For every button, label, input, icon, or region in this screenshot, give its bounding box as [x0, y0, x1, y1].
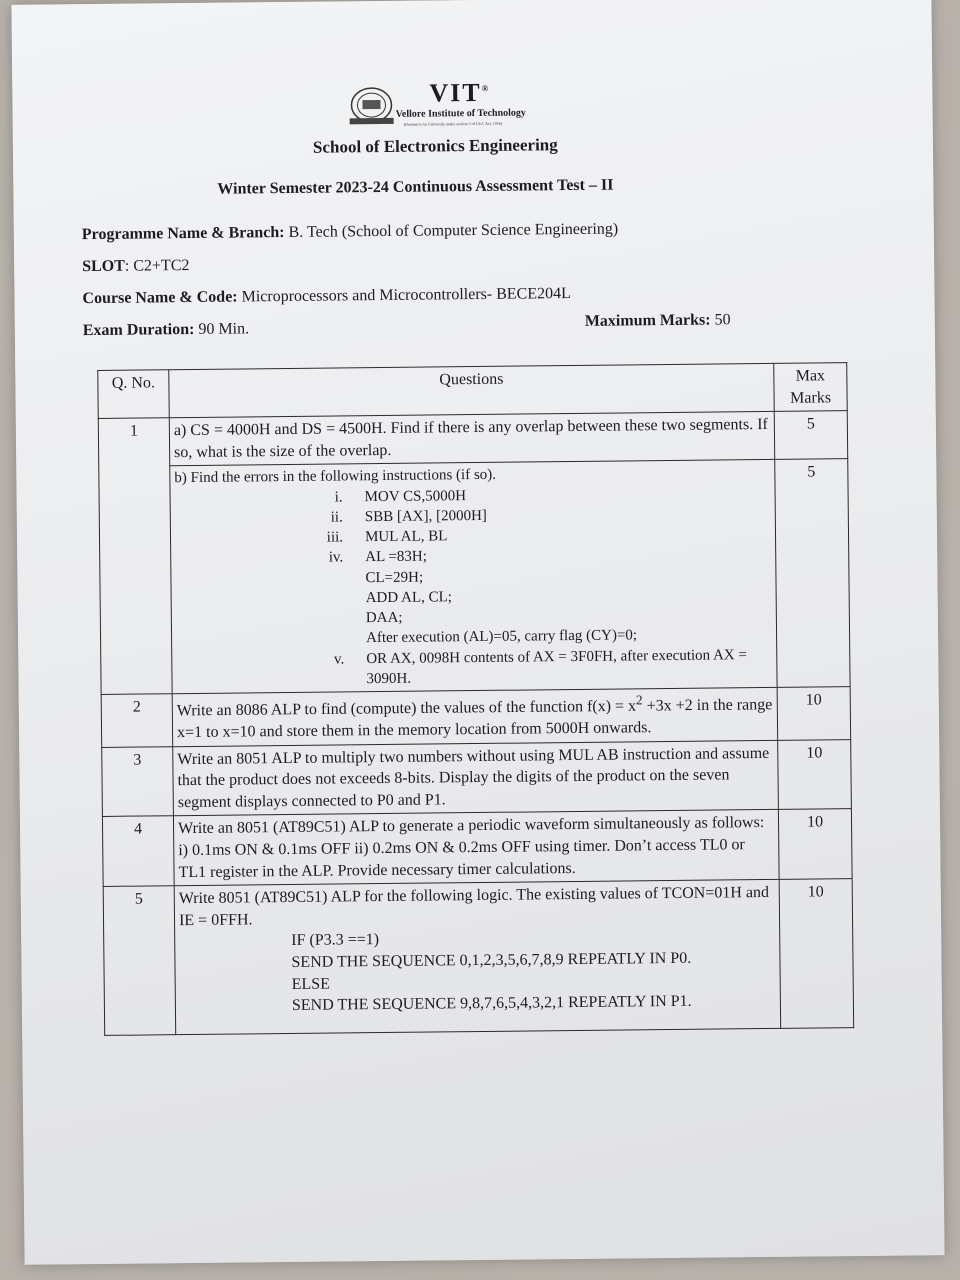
course-line: Course Name & Code: Microprocessors and Microcontrollers- BECE204L: [82, 285, 571, 308]
q5-marks: 10: [779, 879, 854, 1028]
q4-marks: 10: [778, 809, 852, 880]
table-row-q1a: [98, 411, 847, 467]
duration-line: Exam Duration: 90 Min.: [82, 320, 250, 340]
questions-table: [97, 362, 854, 1036]
q4-text: Write an 8051 (AT89C51) ALP to generate a periodic waveform simultaneously as follows: i) 0.1ms ON & 0.1ms OFF ii) 0.2ms ON & 0.2ms OFF using timer. Don’t access TL0 or TL1 register in the ALP. Provide necessary timer calculations.: [173, 810, 779, 886]
col-qno-header: Q. No.: [98, 370, 170, 419]
q3-text: Write an 8051 ALP to multiply two numbers without using MUL AB instruction and assume that the product does not exceeds 8-bits. Display the digits of the product on the seven segment displays connected to P0 and P1.: [173, 740, 779, 816]
list-item: iii. MUL AL, BL: [326, 528, 448, 546]
table-header-row: [98, 363, 847, 419]
table-row-q3: [102, 739, 852, 817]
q5-content: [174, 880, 781, 1035]
col-questions-header: Questions: [169, 363, 774, 418]
col-marks-header: Max Marks: [774, 363, 848, 412]
q4-number: 4: [102, 816, 174, 887]
exam-title: Winter Semester 2023-24 Continuous Assessment Test – II: [217, 176, 614, 198]
q1b-intro: b) Find the errors in the following instructions (if so).: [174, 467, 497, 487]
table-row-q5: [103, 879, 854, 1035]
list-item: v. OR AX, 0098H contents of AX = 3F0FH, after execution AX = 3090H.: [333, 646, 747, 688]
q5-code: IF (P3.3 ==1) SEND THE SEQUENCE 0,1,2,3,5,6,7,8,9 REPEATLY IN P0. ELSE SEND THE SEQUENCE 9,8,7,6,5,4,3,2,1 REPEATLY IN P1.: [291, 931, 692, 1015]
list-item: iv. AL =83H; CL=29H; ADD AL, CL; DAA; After execution (AL)=05, carry flag (CY)=0;: [328, 548, 638, 647]
q5-number: 5: [103, 886, 176, 1035]
list-item: ii. SBB [AX], [2000H]: [330, 507, 487, 526]
q2-number: 2: [101, 694, 173, 747]
table-row-q2: [101, 687, 851, 747]
vit-seal-icon: [347, 85, 397, 128]
q1b-marks: 5: [775, 459, 850, 688]
logo-text: VIT®: [429, 77, 491, 108]
q1-number: 1: [98, 418, 172, 695]
table-row-q1b: [99, 459, 850, 695]
q1b-content: [170, 460, 777, 694]
programme-line: Programme Name & Branch: B. Tech (School of Computer Science Engineering): [81, 220, 619, 244]
exam-paper: [11, 0, 944, 1265]
list-item: i. MOV CS,5000H: [334, 487, 467, 506]
school-name: School of Electronics Engineering: [312, 135, 558, 157]
slot-line: SLOT: C2+TC2: [82, 257, 190, 276]
institute-subtitle: (Deemed to be University under section 3 of UGC Act, 1956): [403, 120, 503, 127]
institute-name: Vellore Institute of Technology: [395, 107, 526, 120]
vit-logo: [347, 77, 538, 135]
q3-marks: 10: [778, 739, 852, 810]
q1b-list: [175, 483, 773, 692]
table-row-q4: [102, 809, 852, 887]
max-marks-line: Maximum Marks: 50: [584, 311, 731, 330]
q2-text: Write an 8086 ALP to find (compute) the values of the function $f(x) = x^2 +3x +2$ in the range x=1 to x=10 and store them in the memory location from 5000H onwards.: [172, 687, 778, 746]
q1a-marks: 5: [774, 411, 848, 460]
q3-number: 3: [102, 746, 174, 817]
q5-text: Write 8051 (AT89C51) ALP for the following logic. The existing values of TCON=01H and IE = 0FFH.: [178, 884, 770, 929]
q2-marks: 10: [777, 687, 851, 740]
q1a-text: a) CS = 4000H and DS = 4500H. Find if there is any overlap between these two segments. If so, what is the size of the overlap.: [169, 412, 774, 467]
